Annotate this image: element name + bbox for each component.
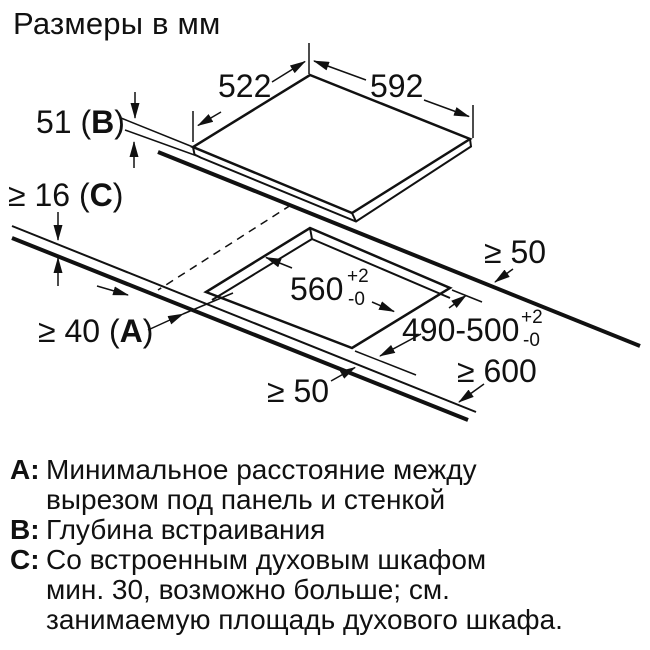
legend-key-c: С:: [10, 544, 40, 575]
dim-build-depth-label: 51 (B): [36, 104, 125, 140]
dim-50-right-arrow: [495, 269, 513, 282]
dim-cut-width-label: 560: [290, 271, 344, 307]
dim-side-clearance-label: ≥ 50: [484, 234, 547, 270]
legend-key-a: А:: [10, 454, 40, 485]
legend-c-line-3: занимаемую площадь духового шкафа.: [46, 604, 563, 635]
dim-cut-width-tol-plus: +2: [347, 266, 369, 287]
dim-cut-width-tol-minus: -0: [348, 289, 365, 310]
dim-490-extension-right: [452, 290, 482, 302]
dim-clearance-below-label: ≥ 16 (C): [8, 177, 124, 213]
dim-51-lines: [134, 92, 135, 168]
dim-panel-depth-label: 522: [218, 68, 272, 104]
legend-item-b: [10, 515, 563, 545]
dim-592-arrow-left: [314, 61, 366, 80]
legend-a-line-1: Минимальное расстояние между: [46, 454, 477, 485]
legend-item-a: [10, 455, 563, 515]
dim-cut-depth-tol-plus: +2: [521, 307, 543, 328]
legend-b-line-1: Глубина встраивания: [46, 514, 326, 545]
legend-c-line-1: Со встроенным духовым шкафом: [46, 544, 487, 575]
dim-592-arrow-right: [424, 100, 469, 117]
dim-40-arrow-right: [97, 286, 128, 295]
dim-522-arrow-upper: [272, 62, 305, 83]
legend: [10, 455, 563, 635]
dim-490-arrow-upright: [449, 296, 466, 309]
legend-key-b: В:: [10, 514, 40, 545]
legend-c-line-2: мин. 30, возможно больше; см.: [46, 574, 450, 605]
dim-worktop-depth-label: ≥ 600: [457, 353, 537, 389]
dim-cut-depth-tol-minus: -0: [523, 330, 540, 351]
dim-wall-gap-label: ≥ 40 (A): [38, 313, 154, 349]
dim-522-arrow-lower: [198, 112, 221, 126]
dim-490-extension-bottom: [355, 351, 416, 375]
legend-item-c: [10, 545, 563, 635]
page-title: Размеры в мм: [13, 6, 221, 41]
dim-panel-width-label: 592: [370, 68, 424, 104]
dim-front-clearance-label: ≥ 50: [267, 373, 330, 409]
legend-a-line-2: вырезом под панель и стенкой: [46, 484, 446, 515]
dim-cut-depth-label: 490-500: [402, 312, 520, 348]
